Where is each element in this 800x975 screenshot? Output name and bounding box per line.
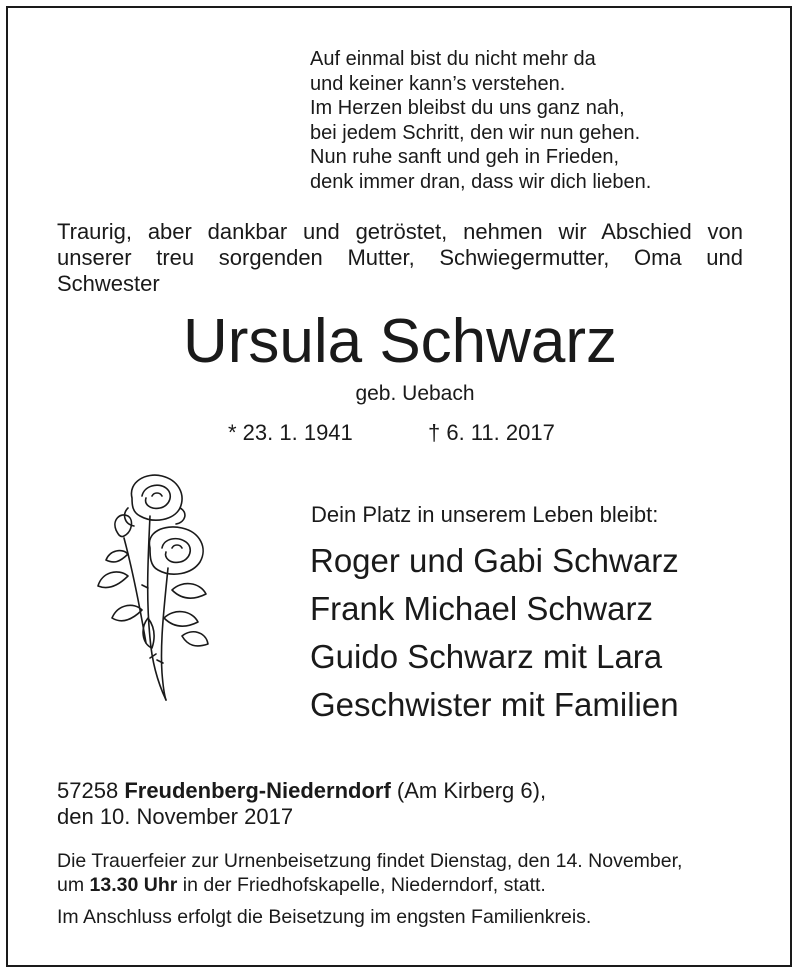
deceased-name: Ursula Schwarz (182, 307, 618, 376)
poem-line: bei jedem Schritt, den wir nun gehen. (310, 121, 641, 144)
ceremony-info (57, 849, 682, 897)
burial-info: Im Anschluss erfolgt die Beisetzung im engsten Familienkreis. (57, 906, 592, 928)
intro-line: Schwester (57, 271, 160, 296)
death-date: † 6. 11. 2017 (428, 420, 555, 445)
poem-line: Nun ruhe sanft und geh in Frieden, (310, 146, 620, 168)
notice-date: den 10. November 2017 (57, 804, 294, 829)
address: (Am Kirberg 6), (396, 778, 547, 803)
place-and-date (57, 778, 546, 830)
rose-icon (88, 468, 223, 706)
family-member: Frank Michael Schwarz (310, 590, 653, 627)
poem-line: denk immer dran, dass wir dich lieben. (310, 170, 652, 193)
birth-date: * 23. 1. 1941 (228, 420, 353, 445)
poem-line: und keiner kann’s verstehen. (310, 72, 566, 95)
poem-line: Im Herzen bleibst du uns ganz nah, (310, 97, 625, 119)
family-list (310, 537, 679, 729)
poem (310, 47, 651, 194)
family-member: Roger und Gabi Schwarz (310, 542, 679, 579)
zip-code: 57258 (57, 778, 119, 803)
ceremony-prefix: um (57, 874, 85, 896)
family-member: Guido Schwarz mit Lara (310, 638, 663, 675)
intro-line: Traurig, aber dankbar und getröstet, nehmen wir Abschied von (57, 219, 743, 244)
ceremony-time: 13.30 Uhr (89, 874, 178, 896)
ceremony-suffix: in der Friedhofskapelle, Niederndorf, statt. (182, 874, 546, 896)
family-intro: Dein Platz in unserem Leben bleibt: (311, 502, 659, 527)
intro-line: unserer treu sorgenden Mutter, Schwiegermutter, Oma und (57, 245, 743, 270)
birth-name: geb. Uebach (355, 382, 475, 405)
poem-line: Auf einmal bist du nicht mehr da (310, 48, 596, 70)
ceremony-line: Die Trauerfeier zur Urnenbeisetzung findet Dienstag, den 14. November, (57, 850, 683, 872)
town: Freudenberg-Niederndorf (124, 778, 391, 803)
intro-text (57, 219, 743, 297)
family-member: Geschwister mit Familien (310, 686, 679, 723)
